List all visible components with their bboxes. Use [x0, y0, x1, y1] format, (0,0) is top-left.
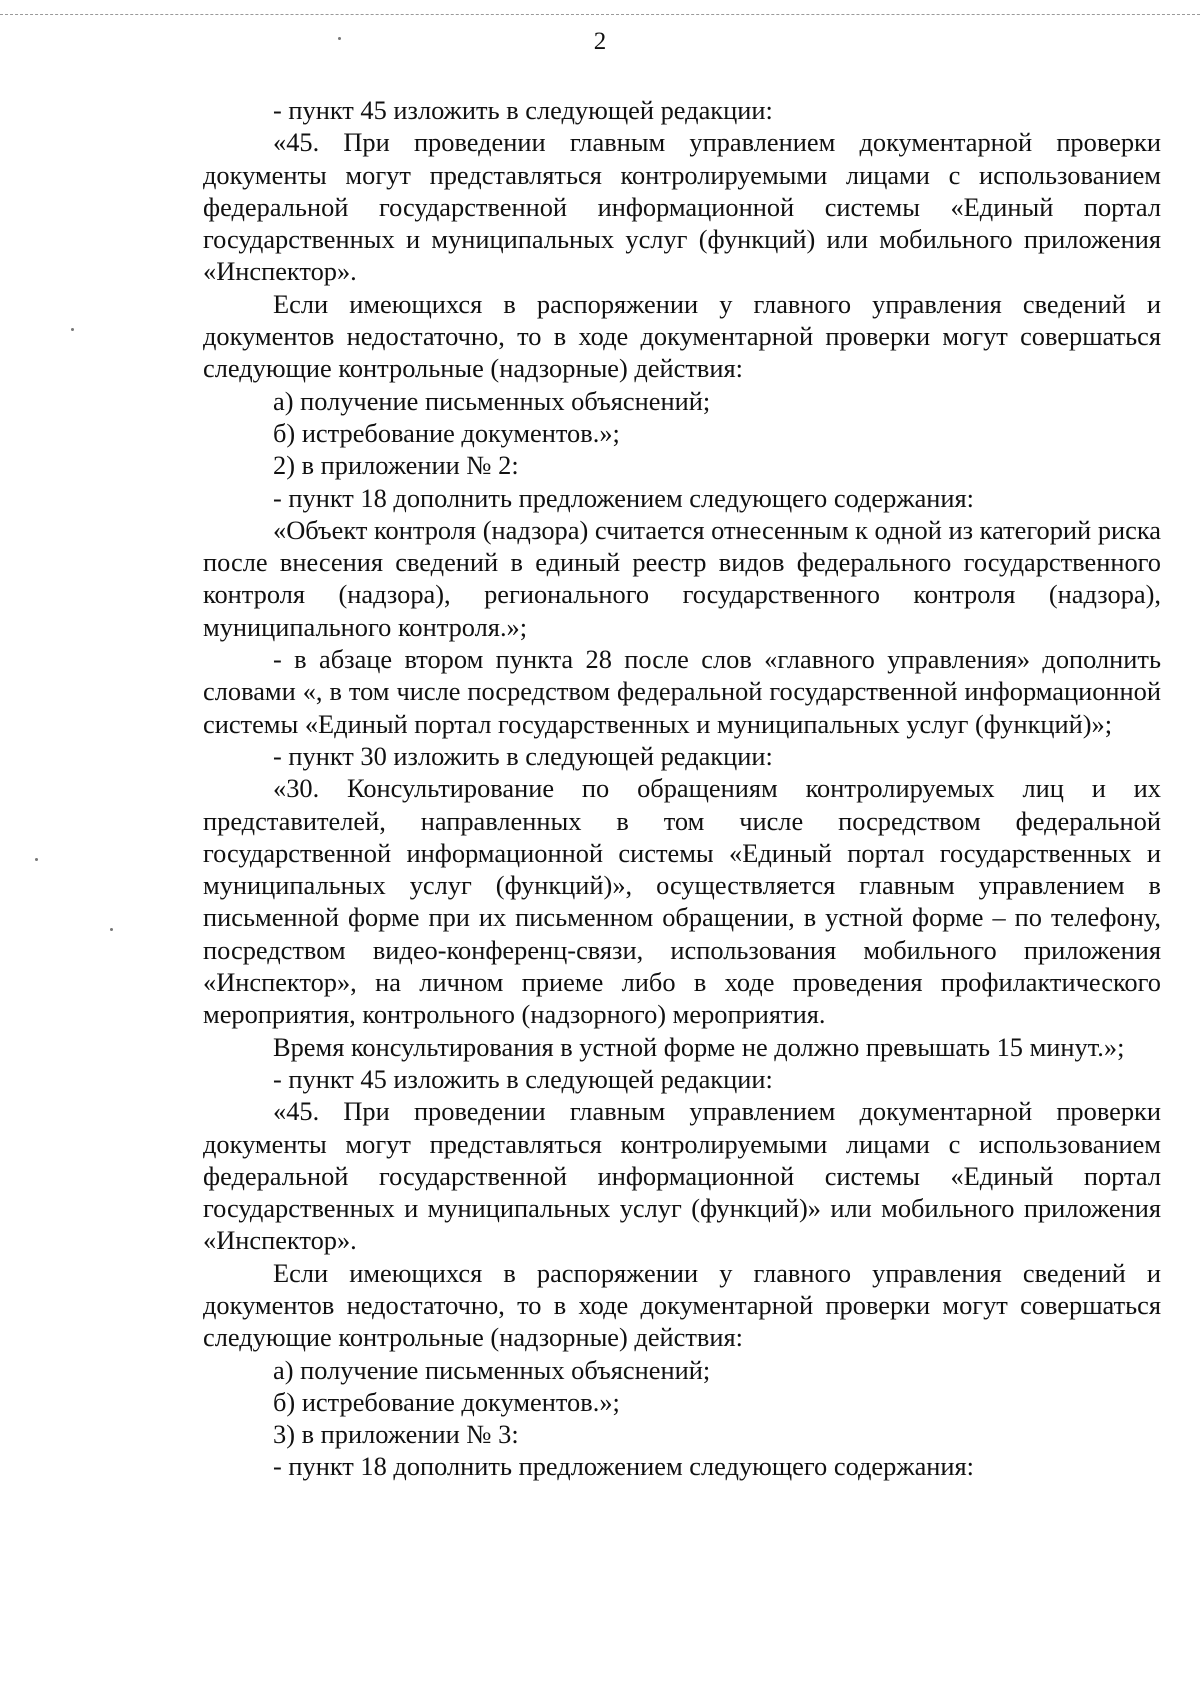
document-body	[203, 94, 1161, 1483]
scan-speck	[71, 328, 74, 331]
paragraph: - в абзаце втором пункта 28 после слов «главного управления» дополнить словами «, в том числе посредством федеральной государственной информационной системы «Единый портал государственных и муниципальных услуг (функций)»;	[203, 644, 1161, 739]
paragraph: а) получение письменных объяснений;	[273, 385, 711, 416]
paragraph: «30. Консультирование по обращениям контролируемых лиц и их представителей, направленных в том числе посредством федеральной государственной информационной системы «Единый портал государственных и муниципальных услуг (функций)», осуществляется главным управлением в письменной форме при их письменном обращении, в устной форме – по телефону, посредством видео-конференц-связи, использования мобильного приложения «Инспектор», на личном приеме либо в ходе проведения профилактического мероприятия, контрольного (надзорного) мероприятия.	[203, 773, 1161, 1030]
paragraph: - пункт 45 изложить в следующей редакции:	[273, 95, 773, 125]
paragraph: - пункт 18 дополнить предложением следующего содержания:	[273, 1451, 974, 1482]
paragraph: Если имеющихся в распоряжении у главного управления сведений и документов недостаточно, то в ходе документарной проверки могут совершаться следующие контрольные (надзорные) действия:	[203, 288, 1161, 384]
paragraph: «45. При проведении главным управлением документарной проверки документы могут представляться контролируемыми лицами с использованием федеральной государственной информационной системы «Единый портал государственных и муниципальных услуг (функций)» или мобильного приложения «Инспектор».	[203, 1096, 1161, 1256]
page-number: 2	[593, 28, 607, 55]
scan-speck	[35, 858, 38, 861]
paragraph: 3) в приложении № 3:	[273, 1419, 519, 1450]
scan-edge-line	[0, 14, 1200, 15]
paragraph: «45. При проведении главным управлением документарной проверки документы могут представляться контролируемыми лицами с использованием федеральной государственной информационной системы «Единый портал государственных и муниципальных услуг (функций) или мобильного приложения «Инспектор».	[203, 127, 1161, 287]
paragraph: Если имеющихся в распоряжении у главного управления сведений и документов недостаточно, то в ходе документарной проверки могут совершаться следующие контрольные (надзорные) действия:	[203, 1257, 1161, 1353]
paragraph: а) получение письменных объяснений;	[273, 1354, 711, 1385]
paragraph: б) истребование документов.»;	[273, 417, 620, 448]
paragraph: Время консультирования в устной форме не должно превышать 15 минут.»;	[273, 1031, 1125, 1062]
paragraph: - пункт 45 изложить в следующей редакции:	[273, 1063, 773, 1094]
paragraph: 2) в приложении № 2:	[273, 450, 519, 481]
scan-speck	[110, 928, 113, 931]
paragraph: - пункт 30 изложить в следующей редакции:	[273, 740, 773, 771]
paragraph: б) истребование документов.»;	[273, 1386, 620, 1417]
paragraph: - пункт 18 дополнить предложением следующего содержания:	[273, 482, 974, 513]
paragraph: «Объект контроля (надзора) считается отнесенным к одной из категорий риска после внесения сведений в единый реестр видов федерального государственного контроля (надзора), регионального государственного контроля (надзора), муниципального контроля.»;	[203, 514, 1161, 642]
